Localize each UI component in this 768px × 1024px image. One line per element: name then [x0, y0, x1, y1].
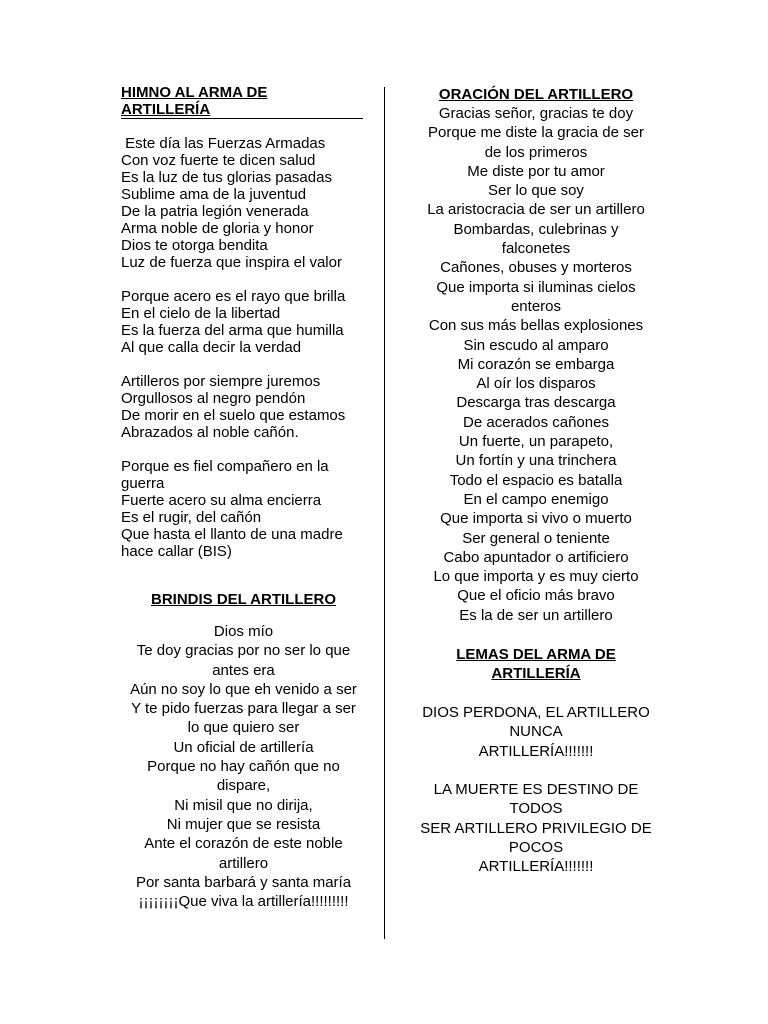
hymn-stanza-2-line: Porque acero es el rayo que brilla	[121, 288, 346, 305]
lemas-group-2-line: TODOS	[509, 800, 563, 818]
brindis-lines-line: Y te pido fuerzas para llegar a ser	[131, 700, 356, 718]
brindis-lines-line: Ni misil que no dirija,	[174, 796, 313, 814]
brindis-lines-line: Dios mío	[213, 623, 274, 640]
oracion-lines-line: Mi corazón se embarga	[457, 355, 615, 373]
oracion-lines	[412, 104, 660, 625]
oracion-lines-line: Que el oficio más bravo	[457, 587, 615, 605]
column-divider	[384, 87, 385, 939]
hymn-title-line1: HIMNO AL ARMA DE	[121, 84, 268, 101]
oracion-lines-line: Cañones, obuses y morteros	[440, 259, 632, 277]
hymn-stanza-1-line: Es la luz de tus glorias pasadas	[121, 169, 332, 186]
hymn-stanza-4-line: Fuerte acero su alma encierra	[121, 492, 322, 509]
oracion-lines-line: de los primeros	[484, 143, 588, 161]
brindis-lines-line: Un oficial de artillería	[173, 738, 314, 756]
hymn-title-line2: ARTILLERÍA	[121, 101, 211, 118]
oracion-lines-line: Que importa si iluminas cielos	[436, 278, 636, 296]
oracion-lines-line: Me diste por tu amor	[467, 162, 605, 180]
brindis-lines-line: ¡¡¡¡¡¡¡¡Que viva la artillería!!!!!!!!!	[138, 893, 349, 911]
brindis-lines-line: artillero	[218, 854, 269, 872]
hymn-stanza-4-line: Es el rugir, del cañón	[121, 509, 262, 526]
oracion-lines-line: Al oír los disparos	[476, 375, 596, 393]
hymn-stanza-1-line: Sublime ama de la juventud	[121, 186, 307, 203]
lemas-group-1	[412, 703, 660, 761]
hymn-stanza-3-line: De morir en el suelo que estamos	[121, 407, 346, 424]
oracion-lines-line: Gracias señor, gracias te doy	[438, 105, 634, 122]
lemas-group-2	[412, 780, 660, 876]
oracion-lines-line: Porque me diste la gracia de ser	[428, 124, 644, 142]
lemas-group-1-line: DIOS PERDONA, EL ARTILLERO	[422, 704, 650, 722]
oracion-lines-line: De acerados cañones	[463, 413, 609, 431]
hymn-title-line2-block	[121, 101, 363, 119]
hymn-stanza-1-line: Arma noble de gloria y honor	[121, 220, 314, 237]
brindis-lines-line: Porque no hay cañón que no	[147, 758, 340, 776]
lemas-title-line2: ARTILLERÍA	[491, 665, 581, 683]
hymn-stanza-1-line: Con voz fuerte te dicen salud	[121, 152, 316, 169]
hymn-stanza-4-line: Porque es fiel compañero en la	[121, 458, 329, 475]
oracion-lines-line: Con sus más bellas explosiones	[428, 317, 644, 335]
hymn-stanza-4-line: hace callar (BIS)	[121, 543, 232, 560]
hymn-stanza-1-line: Luz de fuerza que inspira el valor	[121, 254, 342, 271]
oracion-lines-line: Bombardas, culebrinas y	[453, 220, 619, 238]
oracion-lines-line: Sin escudo al amparo	[463, 336, 609, 354]
oracion-title	[412, 86, 660, 103]
hymn-stanza-1	[121, 135, 366, 271]
brindis-lines-line: antes era	[212, 661, 275, 679]
hymn-title	[121, 84, 366, 101]
hymn-stanza-4-line: Que hasta el llanto de una madre	[121, 526, 343, 543]
oracion-lines-line: Todo el espacio es batalla	[449, 471, 623, 489]
brindis-title	[121, 591, 366, 608]
hymn-stanza-2-line: En el cielo de la libertad	[121, 305, 281, 322]
hymn-stanza-2	[121, 288, 366, 356]
lemas-title-line1: LEMAS DEL ARMA DE	[456, 646, 616, 664]
brindis-lines-line: Aún no soy lo que eh venido a ser	[130, 680, 357, 698]
hymn-stanza-2-line: Al que calla decir la verdad	[121, 339, 302, 356]
hymn-stanza-1-line: De la patria legión venerada	[121, 203, 309, 220]
hymn-stanza-1-line: Este día las Fuerzas Armadas	[121, 135, 326, 152]
hymn-stanza-4-line: guerra	[121, 475, 165, 492]
oracion-lines-line: enteros	[510, 297, 562, 315]
oracion-lines-line: Descarga tras descarga	[456, 394, 616, 412]
brindis-lines	[121, 622, 366, 911]
lemas-title	[412, 645, 660, 683]
hymn-stanza-3-line: Orgullosos al negro pendón	[121, 390, 306, 407]
oracion-lines-line: Cabo apuntador o artificiero	[443, 548, 629, 566]
oracion-lines-line: Lo que importa y es muy cierto	[433, 568, 639, 586]
oracion-lines-line: Un fuerte, un parapeto,	[458, 433, 614, 451]
hymn-stanza-3-line: Abrazados al noble cañón.	[121, 424, 299, 441]
brindis-lines-line: Ante el corazón de este noble	[144, 835, 343, 853]
lemas-group-2-line: SER ARTILLERO PRIVILEGIO DE	[420, 819, 652, 837]
oracion-lines-line: En el campo enemigo	[463, 490, 609, 508]
hymn-stanza-4	[121, 458, 366, 560]
oracion-lines-line: Que importa si vivo o muerto	[440, 510, 632, 528]
lemas-group-1-line: ARTILLERÍA!!!!!!!	[478, 742, 594, 760]
oracion-lines-line: Ser general o teniente	[462, 529, 610, 547]
oracion-lines-line: La aristocracia de ser un artillero	[427, 201, 645, 219]
lemas-group-2-line: POCOS	[508, 838, 564, 856]
brindis-lines-line: dispare,	[216, 777, 271, 795]
brindis-lines-line: lo que quiero ser	[187, 719, 300, 737]
hymn-stanza-1-line: Dios te otorga bendita	[121, 237, 268, 254]
hymn-stanza-2-line: Es la fuerza del arma que humilla	[121, 322, 344, 339]
lemas-group-2-line: ARTILLERÍA!!!!!!!	[478, 858, 594, 876]
brindis-lines-line: Por santa barbará y santa maría	[135, 873, 352, 891]
left-column	[121, 84, 366, 911]
brindis-lines-line: Te doy gracias por no ser lo que	[136, 642, 351, 660]
brindis-lines-line: Ni mujer que se resista	[166, 815, 321, 833]
oracion-lines-line: Es la de ser un artillero	[459, 606, 613, 624]
oracion-lines-line: Un fortín y una trinchera	[455, 452, 617, 470]
brindis-title-text: BRINDIS DEL ARTILLERO	[150, 591, 336, 608]
oracion-lines-line: Ser lo que soy	[488, 182, 584, 200]
lemas-group-2-line: LA MUERTE ES DESTINO DE	[433, 780, 639, 798]
hymn-stanza-3	[121, 373, 366, 441]
lemas-group-1-line: NUNCA	[509, 723, 563, 741]
oracion-lines-line: falconetes	[501, 240, 571, 258]
right-column	[412, 84, 660, 876]
oracion-title-text: ORACIÓN DEL ARTILLERO	[438, 86, 634, 103]
hymn-stanza-3-line: Artilleros por siempre juremos	[121, 373, 321, 390]
